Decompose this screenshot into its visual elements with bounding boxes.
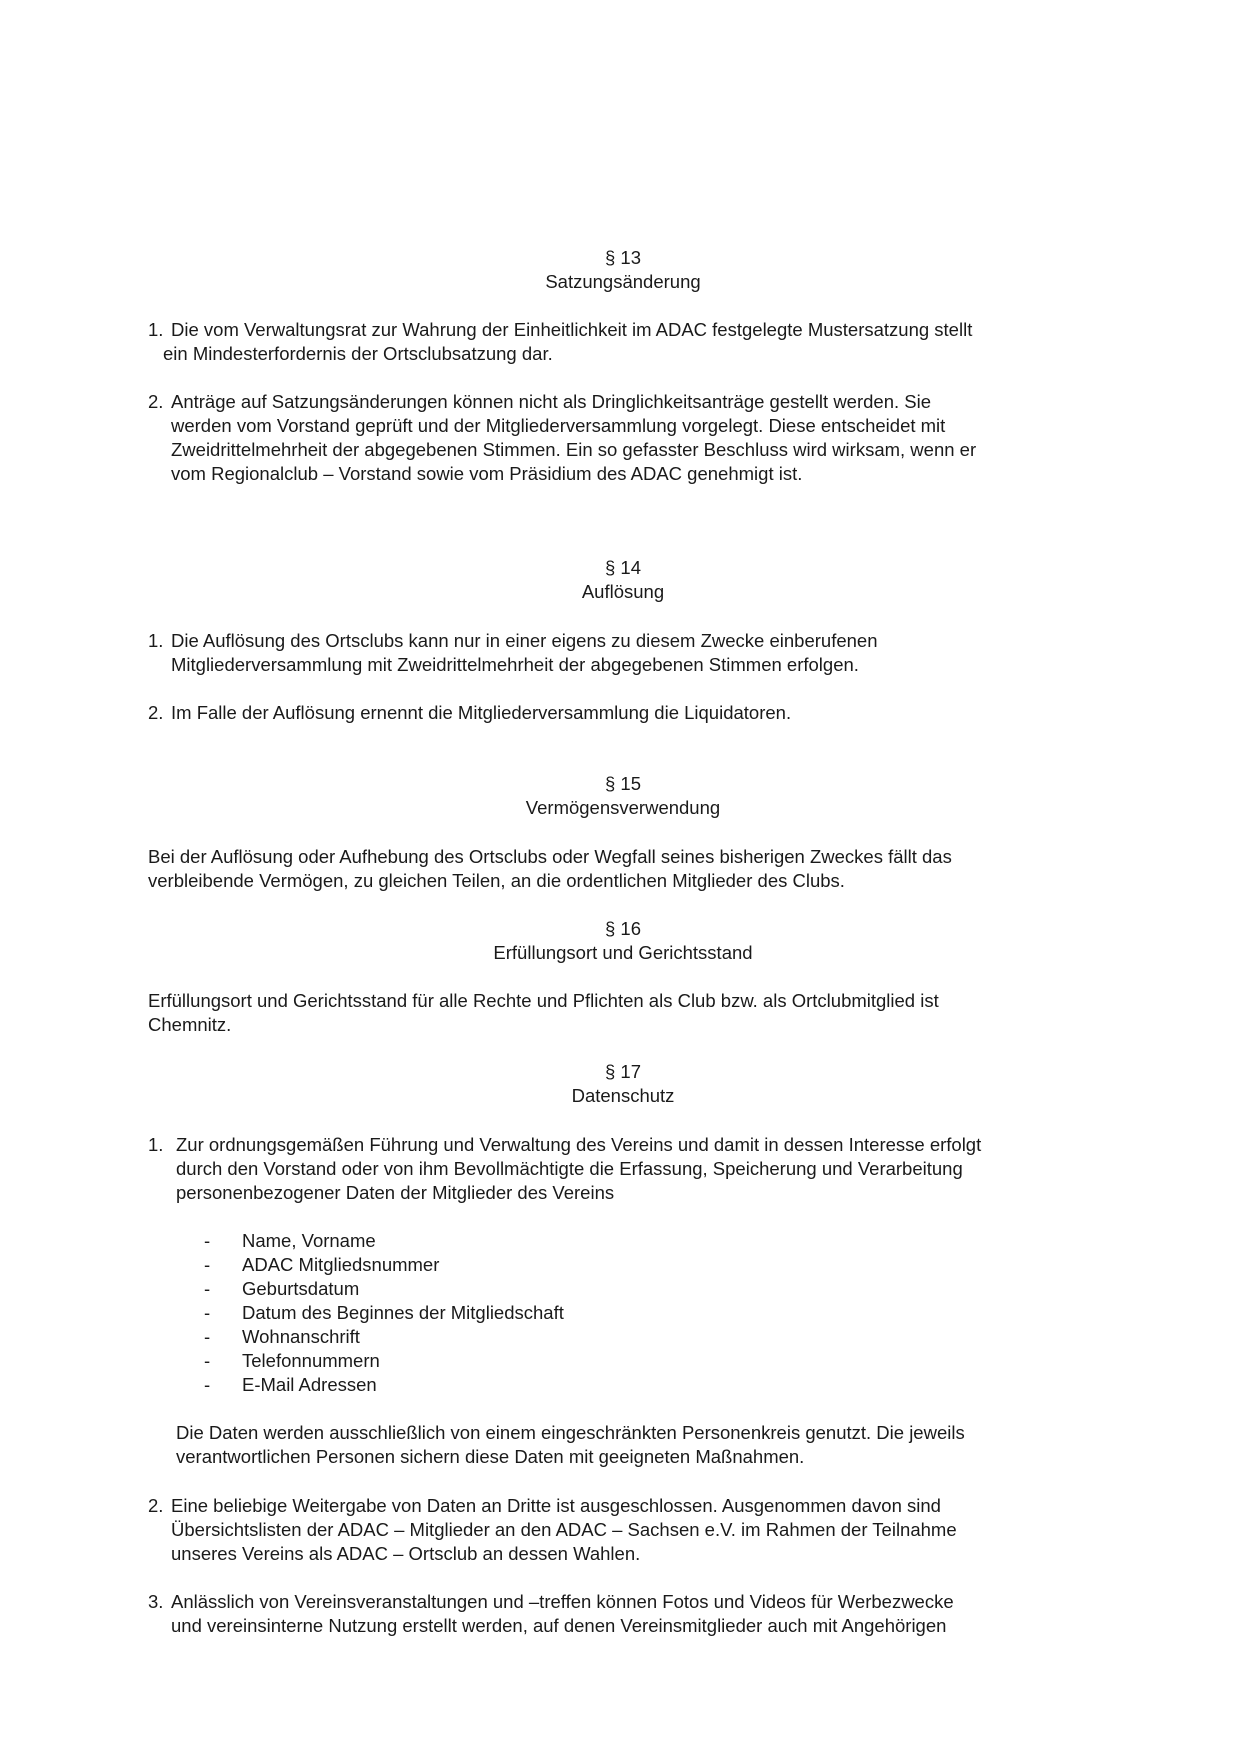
- item-line: Eine beliebige Weitergabe von Daten an Dritte ist ausgeschlossen. Ausgenommen davon sind: [171, 1495, 941, 1516]
- paragraph-line: verbleibende Vermögen, zu gleichen Teilen, an die ordentlichen Mitglieder des Clubs.: [148, 870, 845, 891]
- data-list-text: ADAC Mitgliedsnummer: [242, 1254, 440, 1275]
- item-line: Die vom Verwaltungsrat zur Wahrung der Einheitlichkeit im ADAC festgelegte Mustersatzung stellt: [171, 319, 973, 340]
- section-16-paragraph: [148, 989, 1098, 1037]
- section-15-paragraph: [148, 845, 1098, 893]
- item-number: 1.: [148, 319, 164, 340]
- paragraph-line: Erfüllungsort und Gerichtsstand für alle Rechte und Pflichten als Club bzw. als Ortclubmitglied ist: [148, 990, 939, 1011]
- section-14-item-1: [148, 629, 1098, 677]
- dash-bullet: -: [204, 1230, 211, 1251]
- item-line: werden vom Vorstand geprüft und der Mitgliederversammlung vorgelegt. Diese entscheidet mit: [171, 415, 946, 436]
- item-number: 1.: [148, 630, 164, 651]
- section-17-item-3: [148, 1590, 1098, 1638]
- data-list-text: Name, Vorname: [242, 1230, 376, 1251]
- item-line: personenbezogener Daten der Mitglieder des Vereins: [176, 1182, 615, 1203]
- item-number: 3.: [148, 1591, 164, 1612]
- dash-bullet: -: [204, 1374, 211, 1395]
- dash-bullet: -: [204, 1254, 211, 1275]
- section-title: Erfüllungsort und Gerichtsstand: [493, 942, 753, 963]
- section-number: § 16: [604, 918, 641, 939]
- section-title: Auflösung: [581, 581, 665, 602]
- section-15-heading: [148, 772, 1098, 820]
- item-line: durch den Vorstand oder von ihm Bevollmächtigte die Erfassung, Speicherung und Verarbeitung: [176, 1158, 963, 1179]
- dash-bullet: -: [204, 1302, 211, 1323]
- section-17-heading: [148, 1060, 1098, 1108]
- dash-bullet: -: [204, 1326, 211, 1347]
- item-number: 2.: [148, 1495, 164, 1516]
- item-line: Zur ordnungsgemäßen Führung und Verwaltung des Vereins und damit in dessen Interesse erfolgt: [176, 1134, 982, 1155]
- section-13-item-2: [148, 390, 1098, 486]
- data-list-text: Geburtsdatum: [242, 1278, 360, 1299]
- section-17-item-1-closing: [176, 1421, 1126, 1469]
- paragraph-line: verantwortlichen Personen sichern diese Daten mit geeigneten Maßnahmen.: [176, 1446, 805, 1467]
- data-list-text: Wohnanschrift: [242, 1326, 360, 1347]
- section-17-item-2: [148, 1494, 1098, 1566]
- section-17-item-1: [148, 1133, 1098, 1205]
- data-list-text: E-Mail Adressen: [242, 1374, 377, 1395]
- paragraph-line: Chemnitz.: [148, 1014, 232, 1035]
- section-16-heading: [148, 917, 1098, 965]
- section-13-item-1: [148, 318, 1098, 366]
- section-13-heading: [148, 246, 1098, 294]
- dash-bullet: -: [204, 1350, 211, 1371]
- item-line: Zweidrittelmehrheit der abgegebenen Stimmen. Ein so gefasster Beschluss wird wirksam, wenn er: [171, 439, 977, 460]
- item-line: ein Mindesterfordernis der Ortsclubsatzung dar.: [163, 343, 553, 364]
- item-line: und vereinsinterne Nutzung erstellt werden, auf denen Vereinsmitglieder auch mit Angehörigen: [171, 1615, 947, 1636]
- section-number: § 15: [604, 773, 641, 794]
- section-title: Satzungsänderung: [545, 271, 701, 292]
- section-number: § 17: [604, 1061, 641, 1082]
- item-line: Anträge auf Satzungsänderungen können nicht als Dringlichkeitsanträge gestellt werden. Sie: [171, 391, 932, 412]
- data-list-text: Telefonnummern: [242, 1350, 380, 1371]
- section-number: § 13: [604, 247, 641, 268]
- item-line: vom Regionalclub – Vorstand sowie vom Präsidium des ADAC genehmigt ist.: [171, 463, 803, 484]
- section-14-item-2: [148, 701, 1098, 725]
- item-line: Die Auflösung des Ortsclubs kann nur in einer eigens zu diesem Zwecke einberufenen: [171, 630, 878, 651]
- item-number: 2.: [148, 702, 164, 723]
- item-line: Mitgliederversammlung mit Zweidrittelmehrheit der abgegebenen Stimmen erfolgen.: [171, 654, 859, 675]
- section-title: Vermögensverwendung: [525, 797, 721, 818]
- data-list-text: Datum des Beginnes der Mitgliedschaft: [242, 1302, 564, 1323]
- item-line: Im Falle der Auflösung ernennt die Mitgliederversammlung die Liquidatoren.: [171, 702, 792, 723]
- item-line: Anlässlich von Vereinsveranstaltungen und –treffen können Fotos und Videos für Werbezwecke: [171, 1591, 954, 1612]
- paragraph-line: Die Daten werden ausschließlich von einem eingeschränkten Personenkreis genutzt. Die jeweils: [176, 1422, 965, 1443]
- dash-bullet: -: [204, 1278, 211, 1299]
- item-line: unseres Vereins als ADAC – Ortsclub an dessen Wahlen.: [171, 1543, 641, 1564]
- item-number: 2.: [148, 391, 164, 412]
- paragraph-line: Bei der Auflösung oder Aufhebung des Ortsclubs oder Wegfall seines bisherigen Zweckes fällt das: [148, 846, 952, 867]
- item-number: 1.: [148, 1134, 164, 1155]
- section-title: Datenschutz: [571, 1085, 675, 1106]
- section-number: § 14: [604, 557, 641, 578]
- item-line: Übersichtslisten der ADAC – Mitglieder an den ADAC – Sachsen e.V. im Rahmen der Teilnahme: [171, 1519, 957, 1540]
- section-14-heading: [148, 556, 1098, 604]
